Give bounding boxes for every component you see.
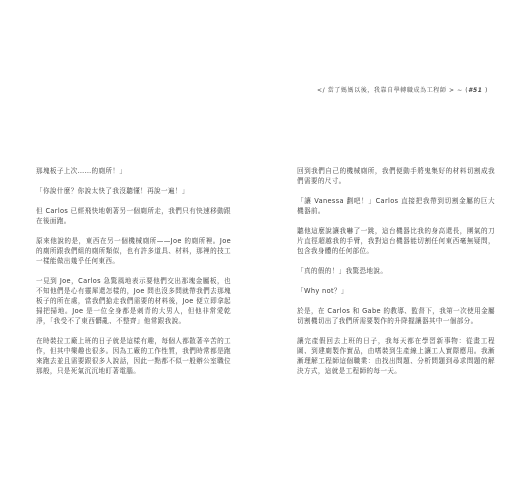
left-paragraph: 那塊板子上次……的廁所！」 — [36, 167, 127, 175]
running-title: </ 當了媽媽以後，我靠自學轉職成為工程師 > ∼ ( — [316, 87, 469, 94]
right-page — [297, 166, 495, 386]
left-page — [36, 166, 231, 386]
left-paragraph: 但 Carlos 已經飛快地朝著另一個廁所走，我們只有快速移動跟在後面跑。 — [36, 207, 231, 225]
running-header — [317, 85, 488, 94]
left-paragraph: 「你說什麼？你說太快了我沒聽懂！再說一遍！」 — [36, 187, 189, 195]
right-paragraph: 回到我們自己的機械廁所，我們便動手將鬼集好的材料切割成我們需要的尺寸。 — [297, 167, 495, 185]
right-paragraph: 聽他這麼說讓我嚇了一跳，這台機器比我的身高還長，團氣的刀片直徑超越我的手臂，我對這台機器能切割任何東西毫無疑問，包含我身體的任何部位。 — [297, 227, 495, 255]
right-paragraph: 於是，在 Carlos 和 Gabe 的教導、監督下，我第一次使用金屬切割機切出了我們所需要製作的升降握讓器其中一個部分。 — [297, 307, 495, 325]
left-paragraph: 原來他說的是，東西在另一個機械廁所——Joe 的廁所裡。Joe 的廁所跟我們組的廁所類似，也有許多道具、材料，那裡的技工一樣能做出幾乎任何東西。 — [36, 237, 231, 265]
running-header-close: ) — [482, 87, 488, 94]
right-paragraph: 「讓 Vanessa 劃吧！」Carlos 直接把我帶到切割金屬的巨大機器前。 — [297, 197, 495, 215]
right-paragraph: 「Why not？」 — [297, 287, 348, 295]
right-paragraph: 讓完產假回去上班的日子，我每天都在學習新事物：從畫工程圖、到建廁製作實品，由嗜裝到生產線上讓工人實際應用。我漸漸理解工程師這個職業：由找出問題、分析問題到尋求問題的解決方式，這就是工程師的每一天。 — [297, 337, 495, 375]
page-number: #51 — [468, 87, 483, 94]
left-paragraph: 在時裝拉工廠上班的日子就是這樣有趣，每個人都散著辛苦的工作，但其中樂趣也很多。因為工廠的工作性質，我們時常都是跑來跑去並且需要跟很多人說話，因此一點都不似一般辦公室職位那般，只是死氣沉沉地盯著電腦。 — [36, 337, 231, 375]
left-paragraph: 一見到 Joe，Carlos 急驚風地表示要他們交出那塊金屬板，也不知他們是心有靈犀還怎樣的，Joe 問也沒多問就帶我們去那塊板子的所在處，當我們搶走我們需要的材料後，Joe 便立即拿起掃把掃地。Joe 是一位全身都是刺青的大男人，但他非常愛乾淨，「我受不了東西髒亂、不整齊」他常跟我說。 — [36, 277, 231, 325]
right-paragraph: 「真的假的！」我驚恐地說。 — [297, 267, 388, 275]
